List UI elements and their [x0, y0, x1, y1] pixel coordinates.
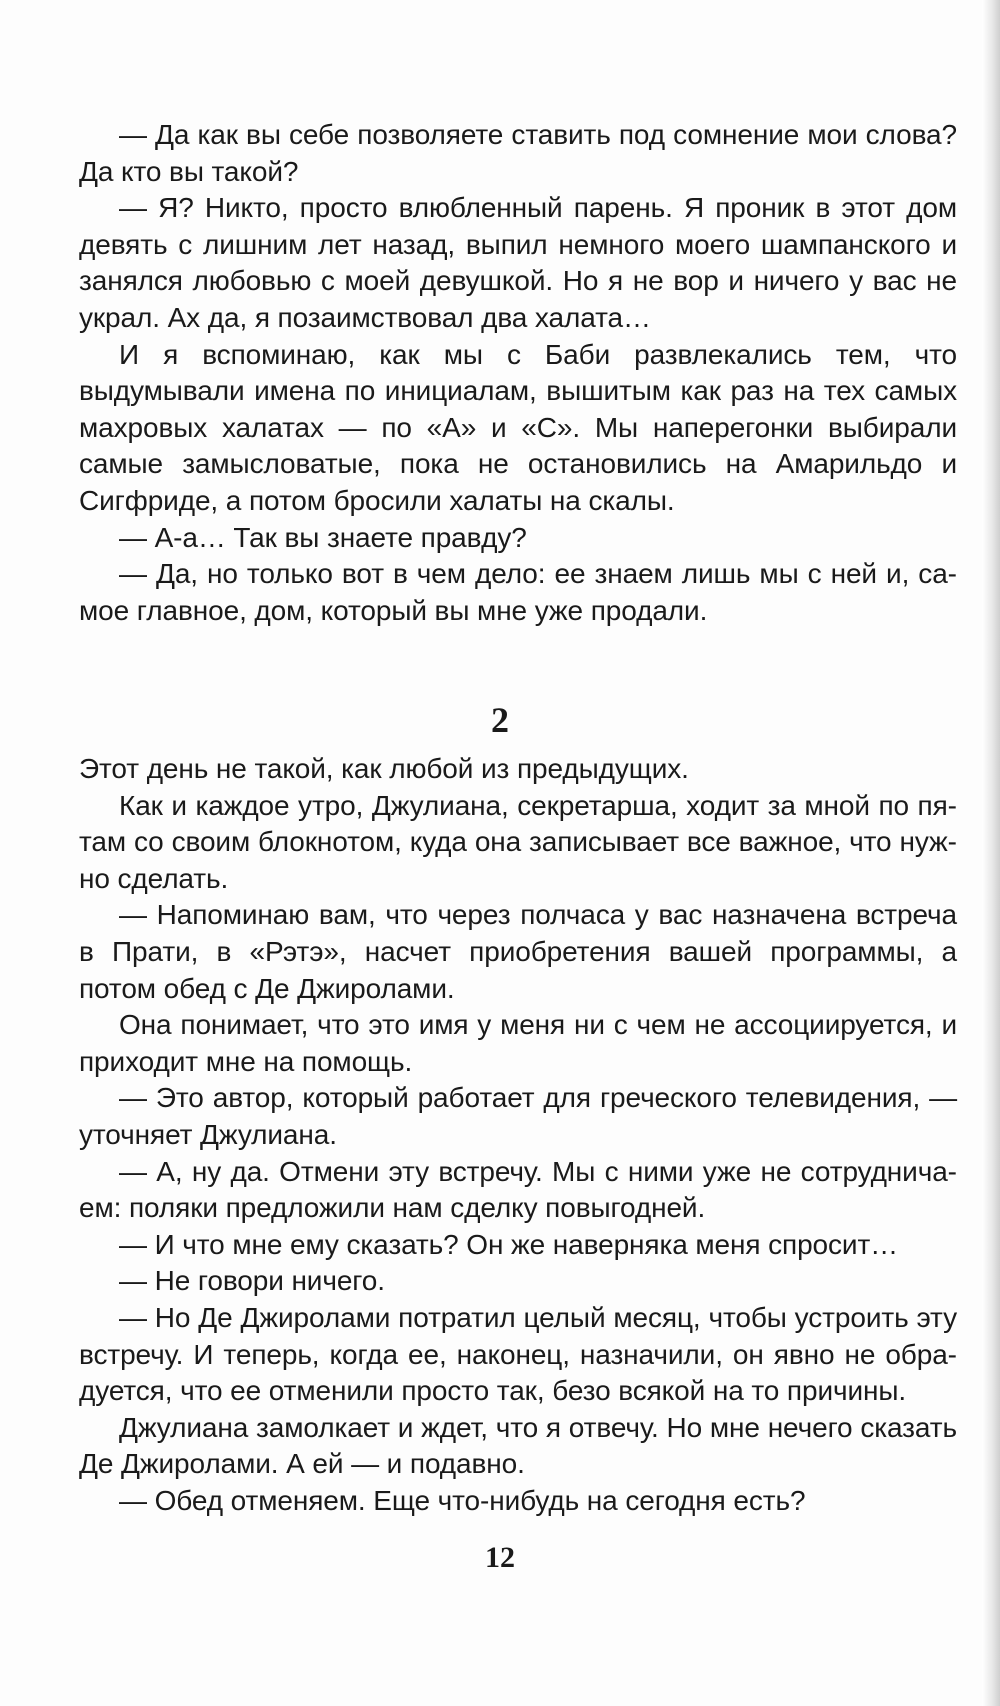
- paragraph: — Да как вы себе позволяете ставить под сомнение мои слова? Да кто вы такой?: [79, 119, 957, 187]
- paragraph: — Обед отменяем. Еще что-нибудь на сегодня есть?: [119, 1484, 806, 1516]
- page-number: 12: [485, 1541, 515, 1574]
- paragraph: — А, ну да. Отмени эту встречу. Мы с ними уже не сотрудничаем: поляки предложили нам сделку повыгодней.: [79, 1155, 957, 1224]
- paragraph: — Это автор, который работает для греческого телевидения, — уточняет Джулиана.: [79, 1082, 957, 1150]
- paragraph: — Не говори ничего.: [119, 1265, 385, 1297]
- paragraph: — Но Де Джиролами потратил целый месяц, чтобы устроить эту встречу. И теперь, когда ее, наконец, назначили, он явно не обрадуется, что ее отменили просто так, безо всякой на то причины.: [79, 1301, 957, 1407]
- paragraph: Как и каждое утро, Джулиана, секретарша, ходит за мной по пятам со своим блокнотом, куда она записывает все важное, что нужно сделать.: [79, 789, 957, 894]
- paragraph: И я вспоминаю, как мы с Баби развлекались тем, что выдумывали имена по инициалам, вышитым как раз на тех самых махровых халатах — по «А» и «С». Мы наперегонки выбирали самые замысловатые, пока не остановились на Амарильдо и Сигфриде, а потом бросили халаты на скалы.: [79, 338, 957, 516]
- paragraph: Она понимает, что это имя у меня ни с чем не ассоциируется, и приходит мне на помощь.: [79, 1009, 957, 1077]
- chapter-number: 2: [491, 700, 509, 740]
- page-edge-shadow: [982, 0, 1000, 1706]
- top-text-section: [79, 117, 957, 629]
- bottom-text-section: [79, 751, 957, 1519]
- paragraph: Джулиана замолкает и ждет, что я отвечу. Но мне нечего сказать Де Джиролами. А ей — и подавно.: [79, 1411, 957, 1480]
- paragraph: Этот день не такой, как любой из предыдущих.: [79, 753, 689, 784]
- paragraph: — Да, но только вот в чем дело: ее знаем лишь мы с ней и, самое главное, дом, который вы мне уже продали.: [79, 558, 957, 626]
- paragraph: — Я? Никто, просто влюбленный парень. Я проник в этот дом девять с лишним лет назад, выпил немного моего шампанского и занялся любовью с моей девушкой. Но я не вор и ничего у вас не украл. Ах да, я позаимствовал два халата…: [79, 192, 957, 333]
- paragraph: — Напоминаю вам, что через полчаса у вас назначена встреча в Прати, в «Рэтэ», насчет приобретения вашей программы, а потом обед с Де Джиролами.: [79, 899, 957, 1004]
- paragraph: — А-а… Так вы знаете правду?: [119, 521, 527, 553]
- paragraph: — И что мне ему сказать? Он же наверняка меня спросит…: [119, 1228, 899, 1260]
